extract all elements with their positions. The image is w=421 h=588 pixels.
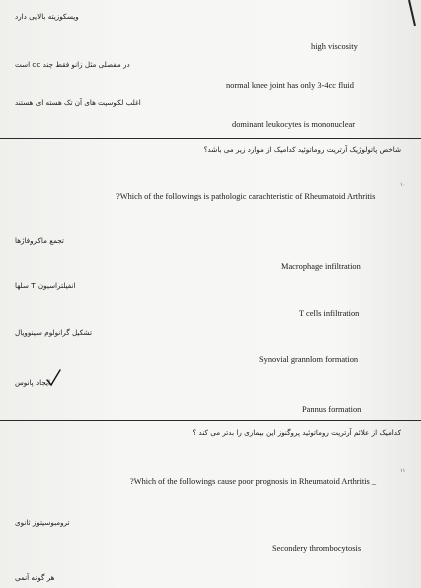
fact-en-2: normal knee joint has only 3-4cc fluid <box>226 81 354 90</box>
question-divider <box>0 138 421 139</box>
option-a-en: Secondery thrombocytosis <box>272 544 362 553</box>
question-divider <box>0 420 421 421</box>
fact-fa-2: در مفصلی مثل زانو فقط چند cc است <box>15 60 130 69</box>
question-11-number: ۱۱ <box>400 468 406 474</box>
fact-fa-3: اغلب لکوسیت های آن تک هسته ای هستند <box>15 98 141 107</box>
option-a-en: Macrophage infiltration <box>281 262 361 271</box>
option-a-fa: ترومبوسیتوز ثانوی <box>15 518 70 527</box>
option-d-en: Pannus formation <box>302 405 362 414</box>
page-edge-mark <box>405 0 419 26</box>
option-b-fa: هر گونه آنمی <box>15 573 55 582</box>
option-d-fa: ایجاد پانوس <box>15 378 50 387</box>
question-11-stem-en: ?Which of the followings cause poor prognosis in Rheumatoid Arthritis _ <box>130 477 377 486</box>
answer-check-icon <box>46 368 62 388</box>
question-10-stem-fa: شاخص پاتولوژیک آرتریت روماتوئید کدامیک از موارد زیر می باشد؟ <box>203 145 401 154</box>
fact-fa-1: ویسکوزیته بالایی دارد <box>15 12 79 21</box>
option-b-fa: انفیلتراسیون T سلها <box>15 281 76 290</box>
fact-en-3: dominant leukocytes is mononuclear <box>232 120 356 129</box>
fact-en-1: high viscosity <box>311 42 358 51</box>
question-10-stem-en: ?Which of the followings is pathologic carachteristic of Rheumatoid Arthritis <box>116 192 376 201</box>
option-b-en: T cells infiltration <box>299 309 360 318</box>
question-11-stem-fa: کدامیک از علائم آرتریت روماتوئید پروگنوز این بیماری را بدتر می کند ؟ <box>192 428 401 437</box>
option-a-fa: تجمع ماکروفاژها <box>15 236 64 245</box>
question-10-number: ۱۰ <box>400 182 406 188</box>
option-c-en: Synovial grannlom formation <box>259 355 359 364</box>
option-c-fa: تشکیل گرانولوم سینوویال <box>15 328 92 337</box>
